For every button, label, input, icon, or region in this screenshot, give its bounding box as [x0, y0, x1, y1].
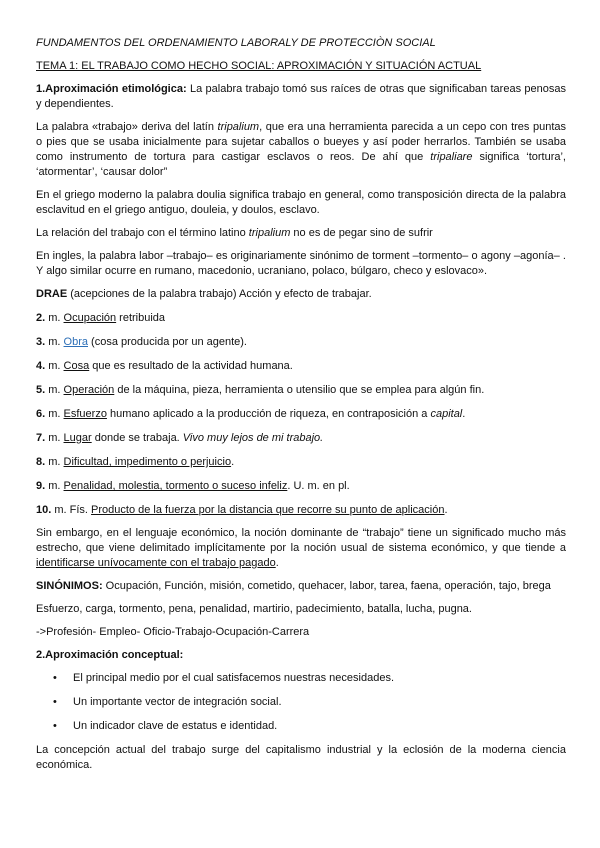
def-number: 2.	[36, 312, 46, 324]
def-number: 10.	[36, 504, 52, 516]
drae-label: DRAE	[36, 288, 68, 300]
bullet-icon: •	[53, 720, 57, 732]
griego-paragraph: En el griego moderno la palabra doulia significa trabajo en general, como transposición directa de la palabra esclavitud en el griego antiguo, douleia, y doulos, esclavo.	[36, 189, 566, 216]
def-number: 7.	[36, 432, 46, 444]
def-italic: Vivo muy lejos de mi trabajo.	[182, 432, 324, 444]
def-m: m.	[45, 384, 64, 396]
def-term: Lugar	[63, 432, 92, 444]
drae-def-5	[36, 383, 566, 398]
def-rest: .	[444, 504, 448, 516]
etimologia-heading: 1.Aproximación etimológica:	[36, 83, 187, 95]
def-m: m.	[45, 312, 64, 324]
conceptual-list	[36, 671, 566, 734]
def-term: Penalidad, molestia, tormento o suceso infeliz	[63, 480, 288, 492]
def-m: m.	[45, 408, 64, 420]
list-item	[36, 719, 566, 734]
sinonimos-line-1	[36, 579, 566, 594]
def-m: m.	[45, 432, 64, 444]
def-term: Ocupación	[63, 312, 117, 324]
def-m: m.	[45, 480, 64, 492]
etimologia-intro-text: La palabra trabajo tomó sus raíces de otras que significaban tareas penosas y dependientes.	[36, 83, 566, 110]
def-number: 5.	[36, 384, 46, 396]
tripalium-term: tripalium	[217, 121, 260, 133]
def-rest: . U. m. en pl.	[287, 480, 350, 492]
def-rest: de la máquina, pieza, herramienta o utensilio que se emplea para algún fin.	[114, 384, 485, 396]
def-m: m. Fís.	[51, 504, 92, 516]
def-number: 6.	[36, 408, 46, 420]
def-term: Producto de la fuerza por la distancia que recorre su punto de aplicación	[91, 504, 445, 516]
def-m: m.	[45, 336, 64, 348]
relacion-text-b: no es de pegar sino de sufrir	[290, 227, 433, 239]
def-rest: donde se trabaja.	[91, 432, 183, 444]
economia-text-a: Sin embargo, en el lenguaje económico, la noción dominante de “trabajo” tiene un significado mucho más estrecho, que viene delimitado implícitamente por la noción usual de sistema económico, y que tiende a	[36, 527, 566, 554]
def-m: m.	[45, 360, 64, 372]
def-rest-end: .	[462, 408, 466, 420]
tripaliare-term: tripaliare	[430, 151, 473, 163]
def-number: 8.	[36, 456, 46, 468]
def-rest: .	[231, 456, 235, 468]
drae-def-4	[36, 359, 566, 374]
tema-title: TEMA 1: EL TRABAJO COMO HECHO SOCIAL: APROXIMACIÓN Y SITUACIÓN ACTUAL	[36, 60, 482, 72]
def-number: 4.	[36, 360, 46, 372]
drae-def-10	[36, 503, 566, 518]
economia-underlined: identificarse unívocamente con el trabajo pagado	[36, 557, 276, 569]
list-item	[36, 695, 566, 710]
def-m: m.	[45, 456, 64, 468]
conceptual-heading	[36, 648, 566, 663]
sinonimos-label: SINÓNIMOS:	[36, 580, 103, 592]
conceptual-heading-text: 2.Aproximación conceptual:	[36, 649, 184, 661]
drae-def-3	[36, 335, 566, 350]
relacion-paragraph	[36, 226, 566, 241]
relacion-term: tripalium	[248, 227, 291, 239]
def-rest: (cosa producida por un agente).	[88, 336, 247, 348]
def-term: Cosa	[63, 360, 90, 372]
drae-def-7	[36, 431, 566, 446]
drae-intro	[36, 287, 566, 302]
section-title: FUNDAMENTOS DEL ORDENAMIENTO LABORALY DE PROTECCIÒN SOCIAL	[36, 37, 436, 49]
tripalium-text-a: La palabra «trabajo» deriva del latín	[36, 121, 218, 133]
list-item-text: Un importante vector de integración social.	[73, 696, 282, 708]
def-rest: humano aplicado a la producción de riqueza, en contraposición a	[106, 408, 431, 420]
drae-def-2	[36, 311, 566, 326]
bullet-icon: •	[53, 696, 57, 708]
def-term: Esfuerzo	[63, 408, 107, 420]
list-item-text: El principal medio por el cual satisfacemos nuestras necesidades.	[73, 672, 394, 684]
document-page	[36, 36, 566, 773]
tripalium-paragraph	[36, 120, 566, 180]
sinonimos-list-1: Ocupación, Función, misión, cometido, quehacer, labor, tarea, faena, operación, tajo, brega	[102, 580, 551, 592]
def-rest: que es resultado de la actividad humana.	[89, 360, 293, 372]
etimologia-intro	[36, 82, 566, 112]
sinonimos-line-3: ->Profesión- Empleo- Oficio-Trabajo-Ocupación-Carrera	[36, 626, 310, 638]
def-rest: retribuida	[116, 312, 166, 324]
def-number: 3.	[36, 336, 46, 348]
relacion-text-a: La relación del trabajo con el término latino	[36, 227, 249, 239]
ingles-paragraph: En ingles, la palabra labor –trabajo– es originariamente sinónimo de torment –tormento– o agony –agonía– . Y algo similar ocurre en rumano, macedonio, ucraniano, polaco, búlgaro, checo y eslovaco».	[36, 250, 566, 277]
drae-def-6	[36, 407, 566, 422]
obra-link[interactable]: Obra	[63, 336, 88, 348]
sinonimos-line-2: Esfuerzo, carga, tormento, pena, penalidad, martirio, padecimiento, batalla, lucha, pugna.	[36, 603, 472, 615]
economia-text-b: .	[275, 557, 279, 569]
def-term: Operación	[63, 384, 115, 396]
def-italic: capital	[430, 408, 463, 420]
drae-def-9	[36, 479, 566, 494]
tripalium-text-c: significa ‘tortura’, ‘atormentar’, ‘causar dolor”	[36, 151, 566, 178]
list-item	[36, 671, 566, 686]
bullet-icon: •	[53, 672, 57, 684]
economia-paragraph	[36, 526, 566, 571]
closing-paragraph: La concepción actual del trabajo surge del capitalismo industrial y la eclosión de la moderna ciencia económica.	[36, 744, 566, 771]
def-term: Dificultad, impedimento o perjuicio	[63, 456, 232, 468]
def-number: 9.	[36, 480, 46, 492]
drae-intro-text: (acepciones de la palabra trabajo) Acción y efecto de trabajar.	[67, 288, 372, 300]
drae-def-8	[36, 455, 566, 470]
tripalium-text-b: , que era una herramienta parecida a un cepo con tres puntas o pies que se usaba inicialmente para sujetar caballos o bueyes y así poder herrarlos. También se usaba como instrumento de tortura para castigar esclavos o reos. De ahí que	[36, 121, 566, 163]
list-item-text: Un indicador clave de estatus e identidad.	[73, 720, 278, 732]
